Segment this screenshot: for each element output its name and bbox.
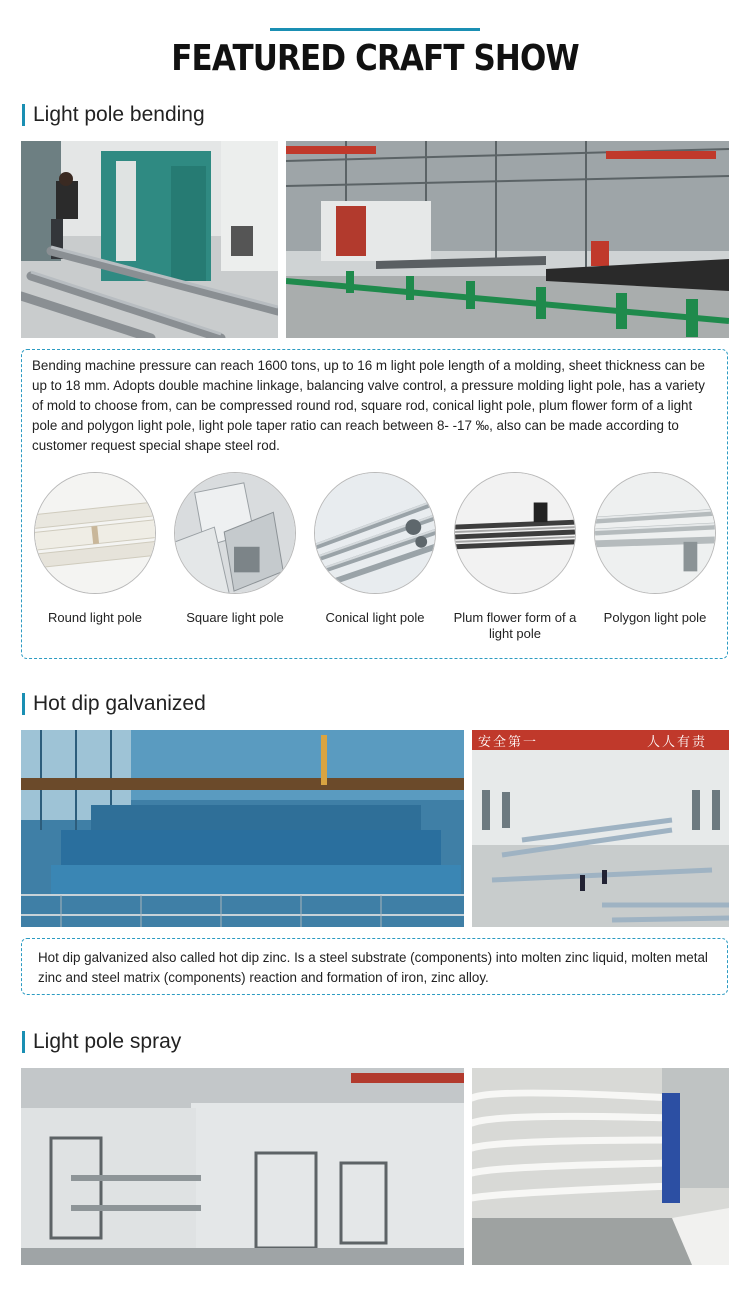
section-title: Light pole bending	[33, 103, 205, 126]
galvanized-info-box	[21, 938, 728, 995]
galvanized-poles-photo	[472, 730, 729, 927]
pole-type-polygon	[592, 472, 718, 626]
title-rule	[270, 28, 480, 31]
galvanized-description: Hot dip galvanized also called hot dip zinc. Is a steel substrate (components) into molten zinc liquid, molten metal zinc and steel matrix (components) reaction and formation of iron, zinc alloy.	[38, 950, 708, 985]
polygon-pole-image	[594, 472, 716, 594]
section-heading-galvanized	[22, 692, 206, 716]
conical-pole-image	[314, 472, 436, 594]
pole-type-square	[172, 472, 298, 626]
pole-type-conical	[312, 472, 438, 626]
banner-text-left: 安全第一	[478, 734, 539, 749]
spray-booth-photo	[21, 1068, 464, 1265]
heading-accent-bar	[22, 104, 25, 126]
bending-info-box	[21, 349, 728, 659]
heading-accent-bar	[22, 693, 25, 715]
bending-line-photo	[286, 141, 729, 338]
section-heading-bending	[22, 103, 205, 127]
bending-machine-photo	[21, 141, 278, 338]
galvanizing-bath-photo	[21, 730, 464, 927]
pole-type-label: Round light pole	[48, 610, 142, 625]
section-heading-spray	[22, 1030, 181, 1054]
round-pole-image	[34, 472, 156, 594]
pole-type-plum	[452, 472, 578, 642]
bending-description: Bending machine pressure can reach 1600 tons, up to 16 m light pole length of a molding, sheet thickness can be up to 18 mm. Adopts double machine linkage, balancing valve control, a pressure molding light pole, has a variety of mold to choose from, can be compressed round rod, square rod, conical light pole, plum flower form of a light pole and polygon light pole, light pole taper ratio can reach between 8- -17 ‰, also can be made according to customer request special shape steel rod.	[32, 358, 705, 453]
page-title: FEATURED CRAFT SHOW	[171, 38, 579, 79]
plum-pole-image	[454, 472, 576, 594]
pole-type-label: Plum flower form of a light pole	[453, 610, 577, 641]
heading-accent-bar	[22, 1031, 25, 1053]
pole-type-label: Polygon light pole	[603, 610, 707, 625]
pole-type-label: Conical light pole	[325, 610, 425, 625]
section-title: Hot dip galvanized	[33, 692, 206, 715]
pole-type-round	[32, 472, 158, 626]
square-pole-image	[174, 472, 296, 594]
pole-type-label: Square light pole	[186, 610, 284, 625]
banner-text-right: 人人有责	[647, 734, 708, 749]
sprayed-poles-photo	[472, 1068, 729, 1265]
section-title: Light pole spray	[33, 1030, 182, 1053]
